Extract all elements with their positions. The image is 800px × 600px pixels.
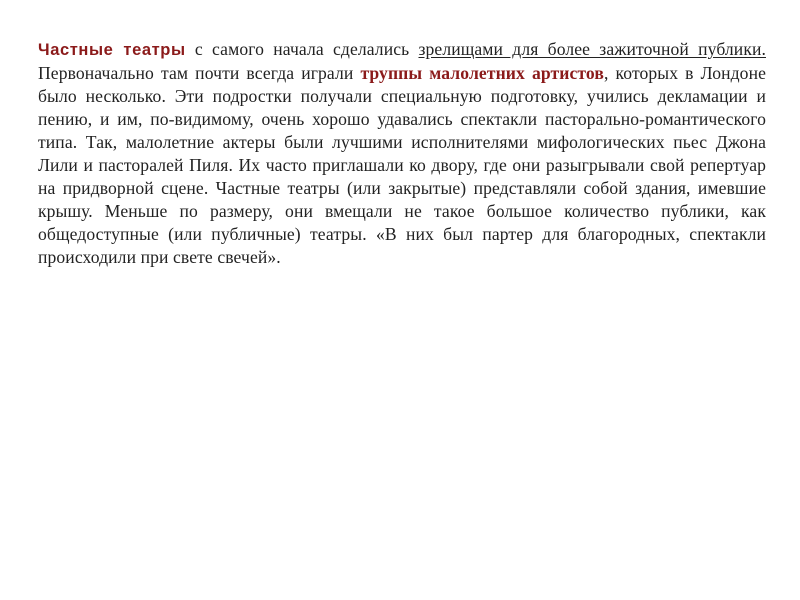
highlight-private-theatres: Частные театры <box>38 41 186 59</box>
paragraph-text-2: Первоначально там почти всегда играли <box>38 63 361 83</box>
body-paragraph <box>38 38 766 269</box>
paragraph-text-1: с самого начала сделались <box>185 39 419 59</box>
highlight-child-troupes: труппы малолетних артистов <box>360 63 604 83</box>
underlined-phrase: зрелищами для более зажиточной публики. <box>418 39 766 59</box>
paragraph-text-3: , которых в Лондоне было несколько. Эти подростки получали специальную подготовку, учились декламации и пению, и им, по-видимому, очень хорошо удавались спектакли пасторально-романтического типа. Так, малолетние актеры были лучшими исполнителями мифологических пьес Джона Лили и пасторалей Пиля. Их часто приглашали ко двору, где они разыгрывали свой репертуар на придворной сцене. Частные театры (или закрытые) представляли собой здания, имевшие крышу. Меньше по размеру, они вмещали не такое большое количество публики, как общедоступные (или публичные) театры. «В них был партер для благородных, спектакли происходили при свете свечей». <box>38 63 766 267</box>
